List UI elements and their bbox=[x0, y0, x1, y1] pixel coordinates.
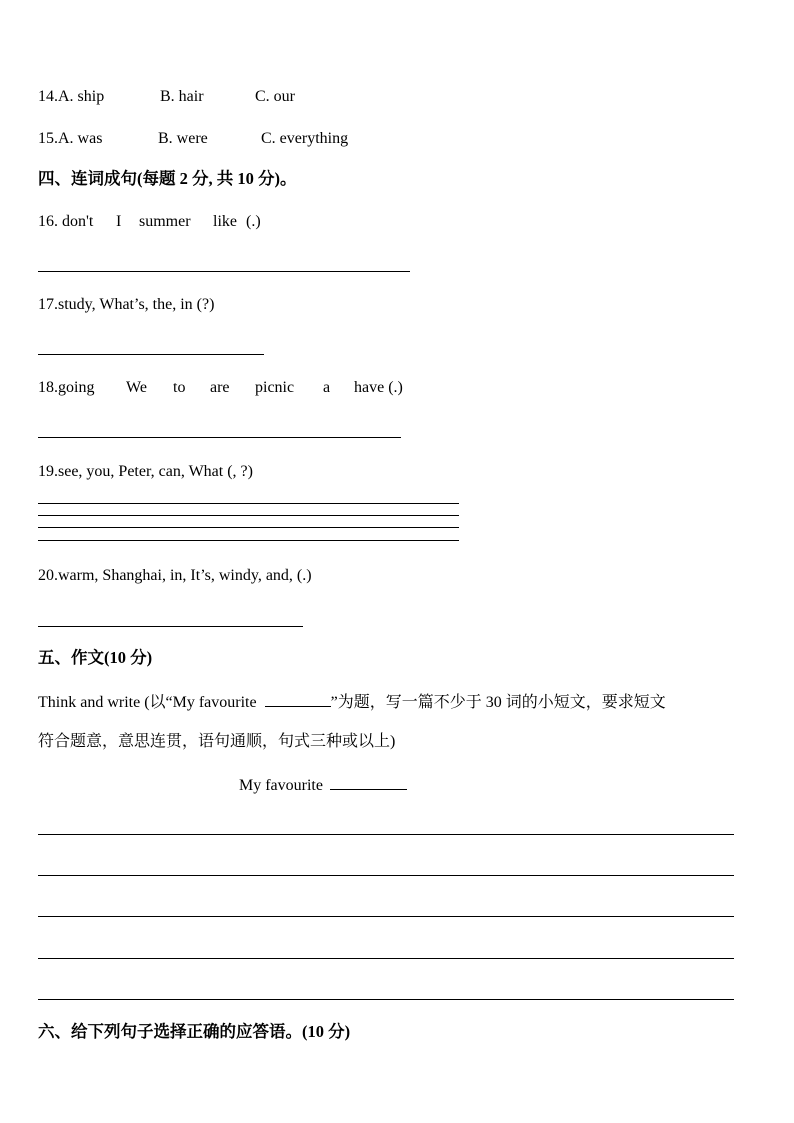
option-b: B. were bbox=[158, 130, 208, 147]
question-20 bbox=[38, 568, 312, 584]
writing-line[interactable] bbox=[38, 999, 734, 1000]
option-c: C. our bbox=[255, 88, 295, 105]
option-b: B. hair bbox=[160, 88, 204, 105]
word: are bbox=[210, 379, 230, 396]
answer-line[interactable] bbox=[38, 626, 303, 627]
word: . don't bbox=[54, 213, 94, 230]
question-number: 20 bbox=[38, 567, 54, 584]
answer-line[interactable] bbox=[38, 437, 401, 438]
option-c: C. everything bbox=[261, 130, 349, 147]
question-number: 15. bbox=[38, 130, 58, 147]
section-4-title: 四、连词成句(每题 2 分, 共 10 分)。 bbox=[38, 169, 297, 188]
question-number: 17 bbox=[38, 296, 54, 313]
writing-line[interactable] bbox=[38, 916, 734, 917]
question-number: 16 bbox=[38, 213, 54, 230]
prompt-text: ”为题，写一篇不少于 30 词的小短文，要求短文 bbox=[330, 694, 666, 711]
question-words: .warm, Shanghai, in, It’s, windy, and, (.) bbox=[54, 567, 312, 584]
question-14 bbox=[38, 89, 104, 105]
question-18 bbox=[38, 380, 94, 396]
answer-line[interactable] bbox=[38, 515, 459, 516]
question-17 bbox=[38, 297, 214, 313]
writing-line[interactable] bbox=[38, 834, 734, 835]
section-6-title: 六、给下列句子选择正确的应答语。(10 分) bbox=[38, 1022, 351, 1041]
answer-line[interactable] bbox=[38, 354, 264, 355]
word: picnic bbox=[255, 379, 295, 396]
word: (.) bbox=[246, 213, 261, 230]
word: .going bbox=[54, 379, 95, 396]
word: have (.) bbox=[354, 379, 403, 396]
title-blank bbox=[265, 692, 331, 707]
option-a: A. was bbox=[58, 130, 103, 147]
question-words: .study, What’s, the, in (?) bbox=[54, 296, 215, 313]
question-words: .see, you, Peter, can, What (, ?) bbox=[54, 463, 253, 480]
question-number: 14. bbox=[38, 88, 58, 105]
title-blank bbox=[330, 775, 407, 790]
question-15 bbox=[38, 131, 102, 147]
writing-line[interactable] bbox=[38, 875, 734, 876]
answer-line[interactable] bbox=[38, 503, 459, 504]
word: like bbox=[213, 213, 237, 230]
question-19 bbox=[38, 464, 253, 480]
question-16 bbox=[38, 214, 93, 230]
answer-line[interactable] bbox=[38, 527, 459, 528]
word: summer bbox=[139, 213, 191, 230]
word: We bbox=[126, 379, 147, 396]
section-5-title: 五、作文(10 分) bbox=[38, 648, 153, 667]
answer-line[interactable] bbox=[38, 540, 459, 541]
question-number: 19 bbox=[38, 463, 54, 480]
composition-prompt bbox=[38, 692, 666, 711]
question-number: 18 bbox=[38, 379, 54, 396]
option-a: A. ship bbox=[58, 88, 105, 105]
word: a bbox=[323, 379, 331, 396]
word: I bbox=[116, 213, 122, 230]
composition-title-text: My favourite bbox=[239, 777, 323, 794]
answer-line[interactable] bbox=[38, 271, 410, 272]
writing-line[interactable] bbox=[38, 958, 734, 959]
composition-title bbox=[239, 775, 407, 794]
prompt-text: Think and write (以“My favourite bbox=[38, 694, 257, 711]
prompt-text: 符合题意，意思连贯，语句通顺，句式三种或以上) bbox=[38, 733, 396, 750]
word: to bbox=[173, 379, 186, 396]
